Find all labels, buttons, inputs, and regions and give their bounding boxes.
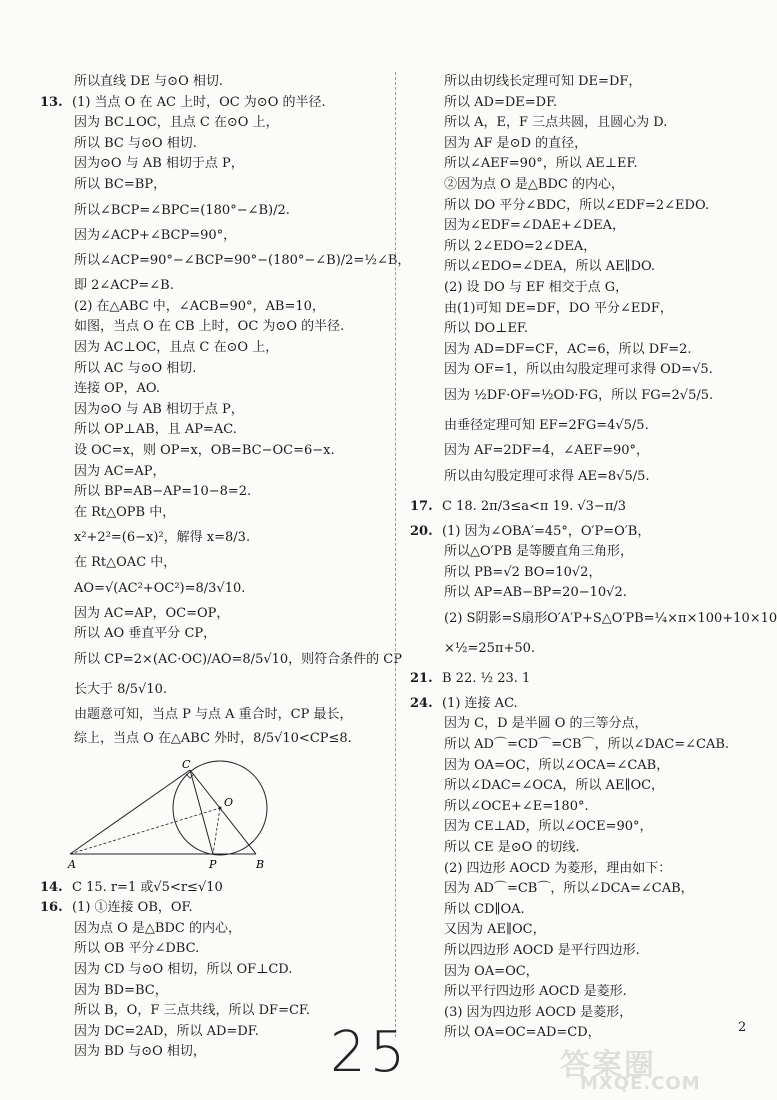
line-text: 长大于 8/5√10. [74,682,168,698]
segment-cb [190,770,256,854]
line-text: 因为 OA=OC，所以∠OCA=∠CAB， [444,757,670,773]
text-line [40,441,378,462]
text-line [40,72,378,93]
line-text: 由题意可知，当点 P 与点 A 重合时，CP 最长， [74,707,353,723]
text-line [40,276,378,297]
text-line [40,939,378,960]
line-text: 即 2∠ACP=∠B. [74,278,174,294]
line-text: 又因为 AE∥OC， [444,922,546,938]
line-text: 因为 AF 是⊙D 的直径， [444,135,588,151]
line-text: 因为 CD 与⊙O 相切，所以 OF⊥CD. [74,962,293,978]
text-line [40,1001,378,1022]
line-text: 所以由勾股定理可求得 AE=8√5/5. [444,468,650,484]
text-line [410,879,720,900]
line-text: 因为点 O 是△BDC 的内心， [74,920,241,936]
page-corner-mark: 2 [738,1020,747,1035]
line-text: ②因为点 O 是△BDC 的内心， [444,176,624,192]
line-text: 因为 AC=AP，OC=OP， [74,605,230,621]
line-text: 所以∠DAC=∠OCA，所以 AE∥OC， [444,778,665,794]
line-text: 连接 OP，AO. [74,381,160,397]
line-text: 所以 CP=2×(AC·OC)/AO=8/5√10，则符合条件的 CP [74,652,402,668]
line-text: 所以 BP=AB−AP=10−8=2. [74,484,252,500]
line-text: 所以 BC 与⊙O 相切. [74,135,197,151]
text-line [40,297,378,318]
text-line [40,553,378,574]
text-line [40,503,378,524]
text-line [40,523,378,553]
segment-ao [70,808,220,854]
text-line [40,878,378,899]
question-number: 17. [410,498,433,514]
text-line [40,462,378,483]
text-line [40,400,378,421]
line-text: 所以 AD⌒=CD⌒=CB⌒，所以∠DAC=∠CAB. [444,737,730,753]
text-line [410,340,720,361]
line-text: 所以 AC 与⊙O 相切. [74,360,197,376]
text-line [40,196,378,226]
text-line [410,411,720,441]
question-number: 13. [40,94,63,110]
line-text: 所以由切线长定理可知 DE=DF， [444,74,642,89]
line-text: (2) 四边形 AOCD 为菱形，理由如下： [444,860,672,876]
left-solution-block-2 [40,878,378,1063]
right-solution-block [410,72,777,1044]
text-line [40,175,378,196]
text-line [410,216,720,237]
text-line [40,705,378,726]
text-line [40,226,378,247]
text-line [410,196,720,217]
line-text: 所以 PB=√2 BO=10√2， [444,564,602,580]
text-line [410,237,720,258]
text-line [410,441,720,462]
line-text: 设 OC=x，则 OP=x，OB=BC−OC=6−x. [74,442,335,458]
line-text: 因为 AC⊥OC，且点 C 在⊙O 上， [74,339,279,355]
text-line [40,960,378,981]
watermark-en: MXQE.COM [580,1073,701,1094]
text-line [40,1042,378,1063]
label-o: O [224,795,234,809]
text-line [410,982,720,1003]
line-text: 所以 OP⊥AB，且 AP=AC. [74,422,237,438]
line-text: (1) 因为∠OBA′=45°，O′P=O′B， [442,523,651,539]
line-text: x²+2²=(6−x)²，解得 x=8/3. [74,530,251,546]
line-text: 所以 BC=BP， [74,176,167,192]
line-text: 所以 A，E，F 三点共圆，且圆心为 D. [444,115,668,131]
label-p: P [209,857,217,871]
line-text: 所以∠EDO=∠DEA，所以 AE∥DO. [444,259,656,275]
line-text: B 22. ½ 23. 1 [442,670,531,686]
text-line [40,317,378,338]
line-text: 因为∠ACP+∠BCP=90°， [74,227,237,243]
text-line [410,920,720,941]
left-solution-block [40,72,411,752]
text-line [410,900,720,921]
text-line [410,319,720,340]
text-line [410,492,720,522]
text-line [40,154,378,175]
text-line [410,694,720,715]
text-line [40,379,378,400]
line-text: 所以 CE 是⊙O 的切线. [444,840,580,856]
text-line [40,675,378,705]
line-text: C 15. r=1 或√5<r≤√10 [72,879,223,895]
text-line [410,664,720,694]
line-text: 因为 AD⌒=CB⌒，所以∠DCA=∠CAB， [444,881,694,897]
text-line [40,919,378,940]
text-line [40,645,402,675]
text-line [410,583,720,604]
text-line [40,134,378,155]
text-line [40,359,378,380]
line-text: 因为 BD=BC， [74,982,168,998]
label-a: A [68,857,76,871]
line-text: 因为 AD=DF=CF，AC=6，所以 DF=2. [444,341,692,357]
text-line [410,563,720,584]
text-line [410,154,720,175]
line-text: 所以 OB 平分∠DBC. [74,941,200,957]
line-text: 因为 BC⊥OC，且点 C 在⊙O 上， [74,115,279,131]
text-line [410,941,720,962]
text-line [40,338,378,359]
line-text: 所以 DO⊥EF. [444,321,529,337]
line-text: (1) 连接 AC. [442,695,518,711]
watermark-cn: 答案圈 [560,1048,656,1083]
text-line [410,962,720,983]
question-number: 20. [410,523,433,539]
line-text: 因为∠EDF=∠DAE+∠DEA， [444,218,625,234]
line-text: 所以 CD∥OA. [444,901,525,917]
line-text: 因为 AF=2DF=4，∠AEF=90°， [444,442,650,458]
line-text: 所以平行四边形 AOCD 是菱形. [444,984,627,1000]
segment-cp [190,770,213,854]
line-text: 所以 AD=DE=DF. [444,94,558,110]
text-line [40,113,378,134]
line-text: 因为⊙O 与 AB 相切于点 P， [74,156,244,172]
watermark-logo [560,1040,745,1095]
line-text: 如图，当点 O 在 CB 上时，OC 为⊙O 的半径. [74,319,345,335]
question-number: 16. [40,900,63,916]
line-text: ×½=25π+50. [444,640,536,656]
text-line [410,797,720,818]
line-text: (2) 在△ABC 中，∠ACB=90°，AB=10， [74,298,325,314]
line-text: 因为 ½DF·OF=½OD·FG，所以 FG=2√5/5. [444,387,714,403]
column-divider [395,72,396,1037]
line-text: 综上，当点 O 在△ABC 外时，8/5√10<CP≤8. [74,730,352,746]
text-line [410,756,720,777]
question-number: 21. [410,670,433,686]
text-line [40,1022,378,1043]
line-text: 所以 AO 垂直平分 CP， [74,626,217,642]
text-line [410,72,720,93]
line-text: 所以四边形 AOCD 是平行四边形. [444,943,640,958]
line-text: 在 Rt△OPB 中， [74,504,176,520]
text-line [410,859,720,880]
line-text: 所以 2∠EDO=2∠DEA， [444,238,597,254]
text-line [410,93,720,114]
text-line [40,482,378,503]
line-text: (3) 因为四边形 AOCD 是菱形， [444,1004,633,1020]
text-line [410,299,720,320]
text-line [410,1003,720,1024]
text-line [40,246,411,276]
label-c: C [182,757,191,771]
line-text: 由垂径定理可知 EF=2FG=4√5/5. [444,417,649,433]
text-line [410,522,720,543]
text-line [410,735,730,756]
label-b: B [256,857,265,871]
line-text: 因为 OA=OC， [444,963,539,979]
line-text: 在 Rt△OAC 中， [74,555,177,571]
text-line [40,604,378,625]
text-line [40,726,378,752]
line-text: 所以直线 DE 与⊙O 相切. [74,74,223,89]
text-line [40,420,378,441]
text-line [410,604,777,634]
text-line [410,776,720,797]
geometry-figure [70,756,300,874]
line-text: 所以△O′PB 是等腰直角三角形， [444,544,634,560]
line-text: 由(1)可知 DE=DF，DO 平分∠EDF， [444,300,673,316]
segment-op [213,808,220,854]
text-line [410,634,720,664]
text-line [410,381,720,411]
text-line [40,93,378,114]
line-text: 因为 AC=AP， [74,463,166,479]
line-text: 因为 C，D 是半圆 O 的三等分点， [444,716,648,732]
text-line [40,574,378,604]
line-text: 所以∠BCP=∠BPC=(180°−∠B)/2. [74,202,290,218]
text-line [410,134,720,155]
text-line [410,838,720,859]
line-text: 因为 BD 与⊙O 相切， [74,1044,206,1060]
text-line [410,360,720,381]
line-text: (2) S阴影=S扇形O′A′P+S△O′PB=¼×π×100+10×10 [444,610,777,626]
text-line [410,542,720,563]
line-text: 因为 CE⊥AD，所以∠OCE=90°， [444,819,653,835]
line-text: 因为 DC=2AD，所以 AD=DF. [74,1023,259,1039]
text-line [410,113,720,134]
text-line [410,175,720,196]
line-text: 所以 DO 平分∠BDC，所以∠EDF=2∠EDO. [444,197,709,213]
segment-ac [70,770,190,854]
text-line [410,817,720,838]
line-text: (1) ①连接 OB，OF. [72,900,193,916]
line-text: AO=√(AC²+OC²)=8/3√10. [74,580,246,596]
text-line [410,278,720,299]
handwritten-page-number: 25 [330,1020,410,1085]
line-text: 所以 AP=AB−BP=20−10√2. [444,585,627,601]
line-text: 因为⊙O 与 AB 相切于点 P， [74,401,244,417]
text-line [410,462,720,492]
center-point [219,806,222,809]
text-line [40,898,378,919]
line-text: 所以∠OCE+∠E=180°. [444,798,589,814]
line-text: 所以∠ACP=90°−∠BCP=90°−(180°−∠B)/2=½∠B， [74,253,411,269]
right-column [410,72,777,1044]
question-number: 14. [40,879,63,895]
line-text: 因为 OF=1，所以由勾股定理可求得 OD=√5. [444,362,713,378]
text-line [40,981,378,1002]
line-text: (2) 设 DO 与 EF 相交于点 G， [444,279,629,295]
text-line [40,624,378,645]
line-text: (1) 当点 O 在 AC 上时，OC 为⊙O 的半径. [72,94,326,110]
line-text: 所以 B，O，F 三点共线，所以 DF=CF. [74,1003,311,1019]
text-line [410,257,720,278]
line-text: 所以∠AEF=90°，所以 AE⊥EF. [444,156,638,172]
line-text: C 18. 2π/3≤a<π 19. √3−π/3 [442,498,627,514]
question-number: 24. [410,695,433,711]
text-line [410,714,720,735]
line-text: 所以 OA=OC=AD=CD， [444,1025,601,1041]
